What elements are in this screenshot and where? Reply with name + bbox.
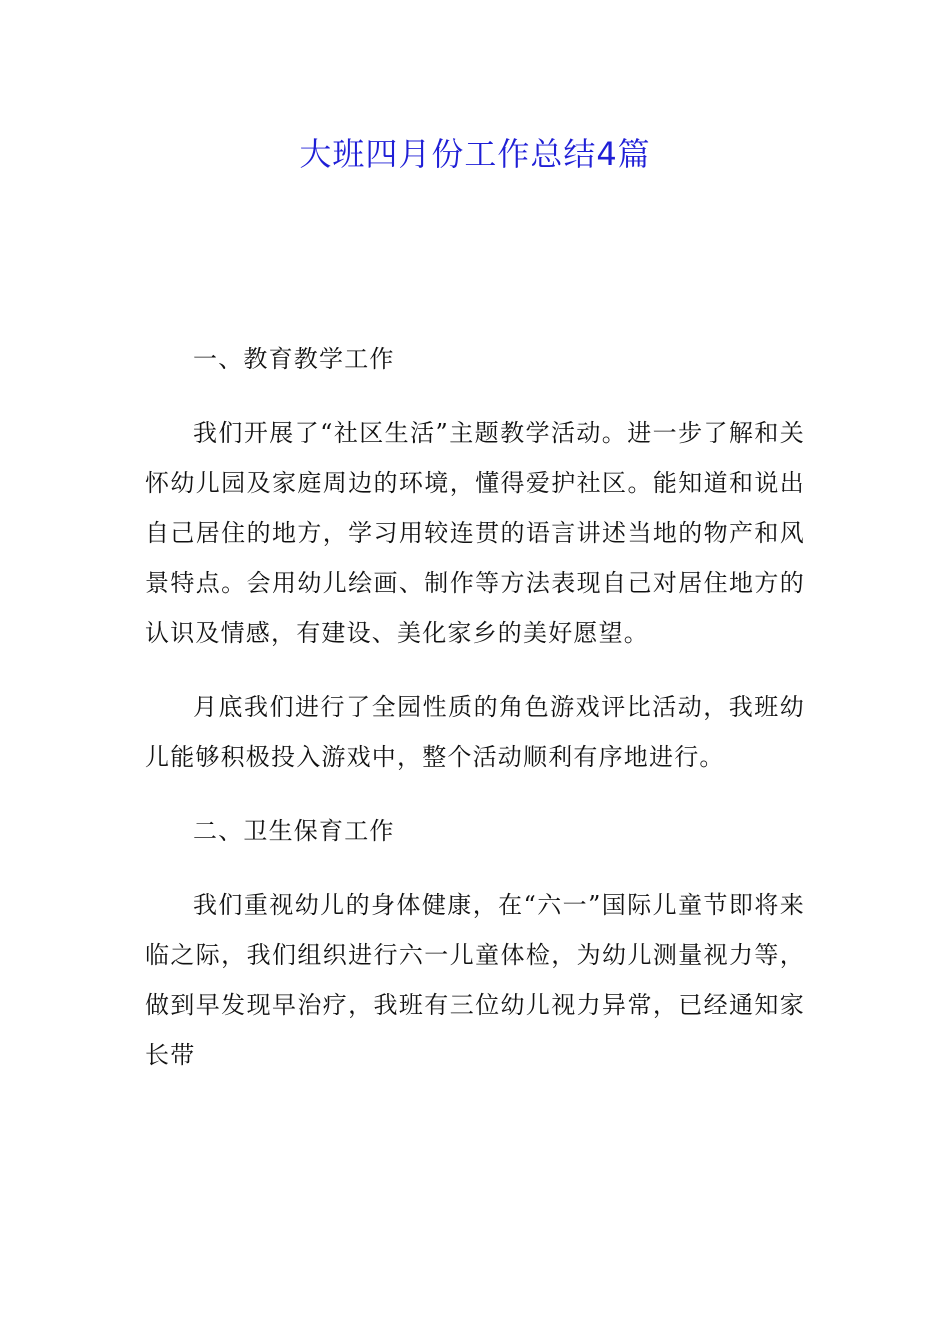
section-heading-health: 二、卫生保育工作	[193, 817, 395, 845]
paragraph-role-play: 月底我们进行了全园性质的角色游戏评比活动，我班幼儿能够积极投入游戏中，整个活动顺利有序地进行。	[145, 693, 805, 771]
section-heading-education: 一、教育教学工作	[193, 345, 395, 373]
paragraph-health-check: 我们重视幼儿的身体健康，在“六一”国际儿童节即将来临之际，我们组织进行六一儿童体检，为幼儿测量视力等，做到早发现早治疗，我班有三位幼儿视力异常，已经通知家长带	[145, 891, 805, 1069]
document-body	[145, 334, 805, 1104]
paragraph-community-theme: 我们开展了“社区生活”主题教学活动。进一步了解和关怀幼儿园及家庭周边的环境，懂得爱护社区。能知道和说出自己居住的地方，学习用较连贯的语言讲述当地的物产和风景特点。会用幼儿绘画、制作等方法表现自己对居住地方的认识及情感，有建设、美化家乡的美好愿望。	[145, 419, 805, 647]
document-title: 大班四月份工作总结4篇	[299, 135, 651, 173]
